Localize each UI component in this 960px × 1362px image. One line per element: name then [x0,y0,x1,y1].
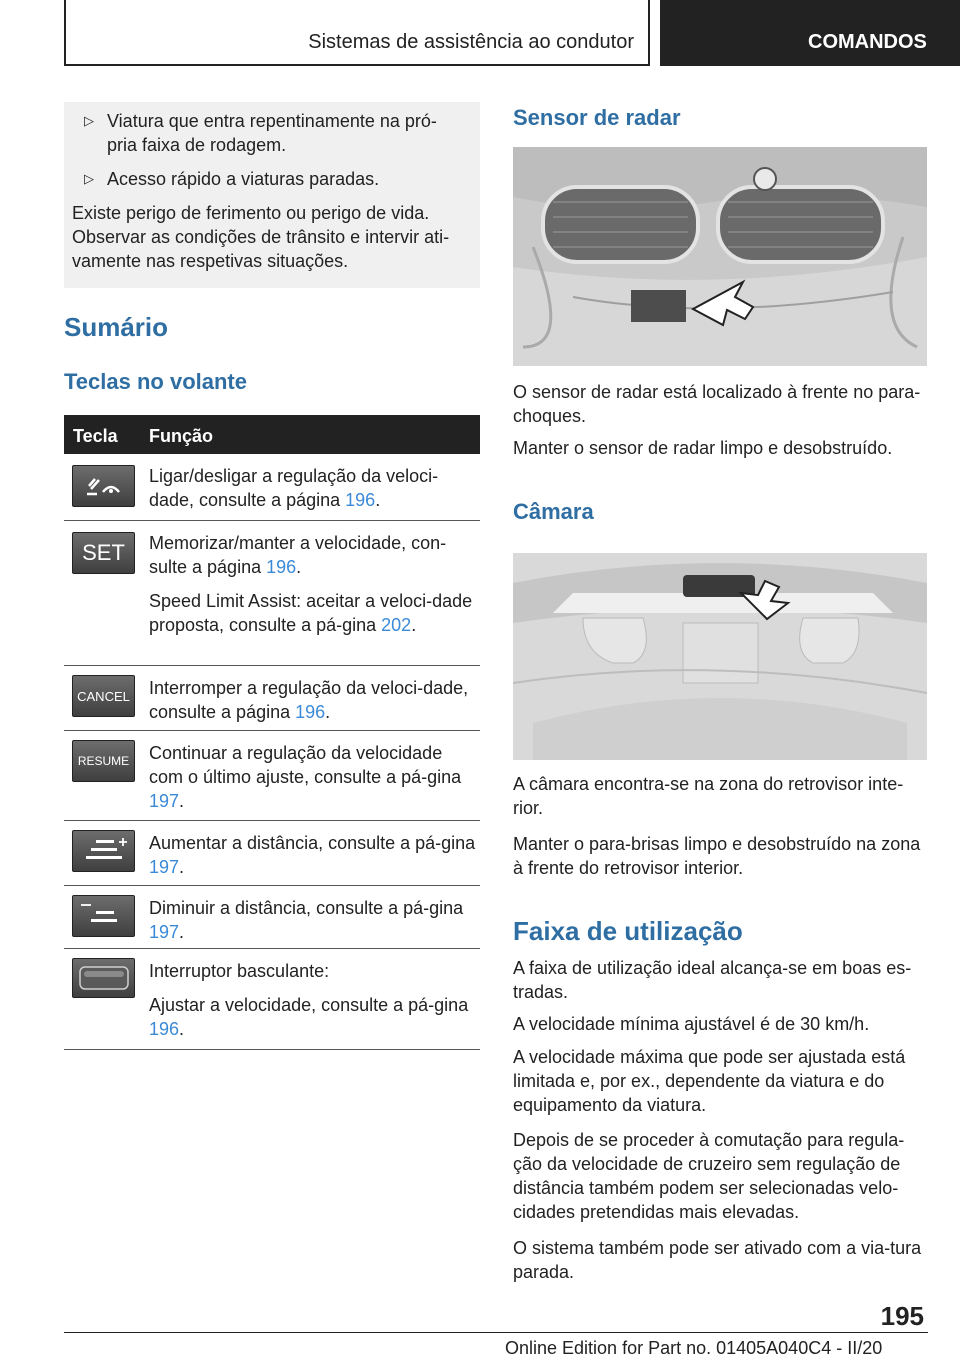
function-text: Interromper a regulação da veloci-dade, consulte a página [149,678,469,722]
header-section-box [64,0,650,66]
cancel-key: CANCEL [72,675,135,717]
warning-item-text: Acesso rápido a viaturas paradas. [107,169,380,189]
heading-teclas: Teclas no volante [64,369,247,394]
column-header-funcao: Função [149,426,214,446]
page-reference-link[interactable]: 197 [149,922,180,942]
footer-edition: Online Edition for Part no. 01405A040C4 - II/20 [505,1338,883,1358]
distance-minus-key-icon [72,895,135,937]
function-cell [149,666,480,724]
function-text-end: . [296,557,302,577]
function-cell [149,454,480,512]
function-text-end: . [375,490,381,510]
header-section-title: Sistemas de assistência ao condutor [308,31,634,53]
footer-rule [64,1332,928,1333]
function-text-end: . [325,702,331,722]
table-row [64,521,480,666]
faixa-paragraph-5: O sistema também pode ser ativado com a via-tura parada. [513,1238,922,1282]
warning-item [72,109,472,157]
faixa-paragraph-1: A faixa de utilização ideal alcança-se em boas es-tradas. [513,958,912,1002]
function-cell [149,731,480,813]
heading-faixa: Faixa de utilização [513,916,743,946]
function-text-end: . [179,791,185,811]
page-reference-link[interactable]: 197 [149,857,180,877]
table-row [64,821,480,886]
header-chapter-title: COMANDOS [808,31,927,53]
camara-paragraph-2: Manter o para-brisas limpo e desobstruído na zona à frente do retrovisor interior. [513,834,921,878]
function-text: Continuar a regulação da velocidade com o último ajuste, consulte a pá-gina [149,743,462,787]
triangle-bullet-icon: ▷ [84,113,94,128]
faixa-paragraph-3: A velocidade máxima que pode ser ajustada está limitada e, por ex., dependente da viatura e do equipamento da viatura. [513,1047,906,1115]
table-row [64,731,480,821]
radar-paragraph-2: Manter o sensor de radar limpo e desobstruído. [513,438,893,458]
warning-box [64,102,480,288]
page-reference-link[interactable]: 196 [295,702,326,722]
faixa-paragraph-4: Depois de se proceder à comutação para regula-ção da velocidade de cruzeiro sem regulação de distância também podem ser selecionadas velo-cidades pretendidas mais elevadas. [513,1130,905,1222]
table-header [64,415,480,454]
column-header-tecla: Tecla [73,426,118,446]
page-reference-link[interactable]: 202 [381,615,412,635]
triangle-bullet-icon: ▷ [84,171,94,186]
warning-item [72,167,472,191]
camara-paragraph-1: A câmara encontra-se na zona do retrovisor inte-rior. [513,774,904,818]
cruise-control-key-icon [72,465,135,507]
function-text: Diminuir a distância, consulte a pá-gina [149,898,464,918]
warning-paragraph: Existe perigo de ferimento ou perigo de vida. Observar as condições de trânsito e intervir ati-vamente nas respetivas situações. [72,203,450,271]
page-reference-link[interactable]: 196 [345,490,376,510]
function-text: Aumentar a distância, consulte a pá-gina [149,833,476,853]
function-text-end: . [411,615,417,635]
radar-sensor-image [513,147,927,366]
table-row [64,666,480,731]
table-row [64,454,480,521]
page-reference-link[interactable]: 196 [266,557,297,577]
function-text-end: . [179,1019,185,1039]
table-row [64,949,480,1050]
rocker-switch-key-icon [72,958,135,998]
page-reference-link[interactable]: 196 [149,1019,180,1039]
function-cell [149,821,480,879]
faixa-paragraph-2: A velocidade mínima ajustável é de 30 km/h. [513,1014,870,1034]
function-cell [149,521,480,637]
function-text: Memorizar/manter a velocidade, con-sulte a página [149,533,447,577]
function-text: Ligar/desligar a regulação da veloci-dade, consulte a página [149,466,439,510]
heading-radar: Sensor de radar [513,105,681,130]
function-cell [149,949,480,1041]
radar-paragraph-1: O sensor de radar está localizado à frente no para-choques. [513,382,921,426]
heading-sumario: Sumário [64,312,169,342]
camera-image [513,553,927,760]
set-key: SET [72,532,135,574]
heading-camara: Câmara [513,499,594,524]
keys-table [64,415,480,1050]
function-text: Interruptor basculante: [149,961,330,981]
function-text: Ajustar a velocidade, consulte a pá-gina [149,995,469,1015]
function-text-end: . [179,922,185,942]
header-chapter-box [660,0,960,66]
resume-key: RESUME [72,740,135,782]
function-text-end: . [179,857,185,877]
distance-plus-key-icon [72,830,135,872]
table-row [64,886,480,949]
warning-item-text: Viatura que entra repentinamente na pró- pria faixa de rodagem. [107,111,437,155]
function-cell [149,886,480,944]
function-text: Speed Limit Assist: aceitar a veloci-dade proposta, consulte a pá-gina [149,591,473,635]
page-number: 195 [880,1301,924,1331]
page-reference-link[interactable]: 197 [149,791,180,811]
